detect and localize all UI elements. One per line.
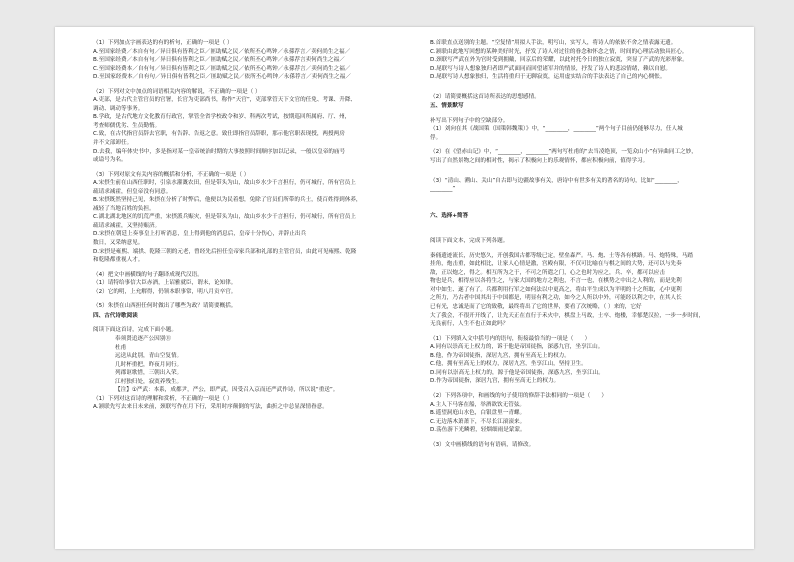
right-text-line: （3）文中画横线的语句有语病，请修改。 bbox=[430, 441, 535, 448]
right-text-line: （1）刘向在其《战国策（国策韩魏策）》中，“________，________”两个句子目前仍能够尽力，任人城 bbox=[430, 126, 683, 133]
left-text-line: C.至国家经费本／自有句／异日俱有皆利之臣／匪助赋之民／依所丕心鸣钟／永孫荐言／卖何尚生之福／ bbox=[93, 65, 351, 72]
right-text-line: 写出了自然景物之间的相对性，揭示了积极向上的乐观情怀，都应积极向前，值得学习。 bbox=[430, 158, 649, 165]
left-text-line: A.颔联先写去来日未来前，颈联写作在月下行，采用时序颠倒的写法，曲折之中总显深情眷意。 bbox=[93, 404, 328, 411]
left-text-line: 江村独归处，寂寞养残生。 bbox=[115, 378, 183, 385]
right-spacer bbox=[430, 194, 739, 211]
right-text-line: D.荡鱼游下光鳞碧，轻烟细雨是蒙蒙。 bbox=[430, 427, 526, 434]
right-text-line: 秦俑遗迹流长，历史悠久，开创我国古都等级已定，壁垒森严。马、炮、士等各有棋路。马、炮特殊，马踏 bbox=[430, 252, 693, 259]
left-text-line: 【注】①严武：本系，成都尹，严公，即严武。因受召入京而还严武作诗，所以说“重送”。 bbox=[115, 387, 339, 394]
left-text-line: A.至国家经费／本自有句／异日俱有皆利之臣／匪助赋之民／依所丕心鸣钟／永孫荐言／卖何尚生之福／ bbox=[93, 48, 351, 55]
left-text-line: 疏请求减霍，又坚持赈济。 bbox=[93, 222, 161, 229]
right-text-line: C.无边落木萧萧下，不尽长江滚滚来。 bbox=[430, 418, 526, 425]
left-text-line: （1）下列对这首诗的理解和赏析，不正确的一项是（ ） bbox=[93, 395, 233, 402]
right-spacer bbox=[430, 220, 739, 237]
left-text-line: （2）下列对文中加点的词语相关内容的解说，不正确的一项是（ ） bbox=[93, 88, 261, 95]
left-text-line: 奉须贤追逐产公因别⑪ bbox=[115, 335, 171, 342]
right-text-line: A.主人下马客在船，举酒欲饮无管弦。 bbox=[430, 401, 526, 408]
right-text-line: 之所力，乃古者中国其出于中国都是，明显有利之功，如今之人所以中外，可能经以利之中，在其人长 bbox=[430, 295, 682, 302]
right-text-line: （1）下列填入文中括号内的语句，衔接最恰当的一项是（ ） bbox=[430, 335, 591, 342]
left-text-line: 和乾隆都重视人才。 bbox=[93, 257, 144, 264]
left-text-line: （3）下列对原文有关内容的概括和分析，不正确的一项是（ ） bbox=[93, 171, 250, 178]
right-section-heading: 五、情景默写 bbox=[430, 103, 464, 110]
left-text-line: 阅读下面这首诗，完成下面小题。 bbox=[93, 327, 177, 334]
left-text-line: （1）下列加点字画表达的有的析句，正确的一项是（ ） bbox=[93, 40, 233, 46]
left-text-line: （5）朱摂在山西担任何时做出了哪些为政？请简要概括。 bbox=[93, 303, 237, 310]
right-text-line: C.他，拥有至高无上的权力，深居九宫，坐享江山，坚持卫生。 bbox=[430, 361, 587, 368]
left-section-heading: 四、古代诗歌阅读 bbox=[93, 312, 138, 319]
left-text-line: A.宋摂生前在山西任职时，引泉水灌溉农田，但是带头为山，故山乡水少千言担行，仍可城行，所有官员上 bbox=[93, 180, 356, 187]
right-text-line: D.尾联写与诗人想象独归者即严武面同而回望诸军并的情景，抒发了诗人的悲凉情绪，赖以自慰。 bbox=[430, 65, 672, 72]
right-text-line: 补写出下列句子中的空缺部分。 bbox=[430, 117, 509, 124]
left-text-line: C.致，在古代指官员辞去官职，有告辞、告返之意。致仕即指官员辞职，那示他官职表现授，两授两房 bbox=[93, 131, 345, 138]
right-text-line: B.首联直点送别的主题。“空复情”用拟人手法，明写山，实写人，将诗人的依依不舍之情表露无遗。 bbox=[430, 40, 677, 46]
left-text-line: D.宋摂在朝廷上奏事皇上打听消息，皇上得到他的消息后，皇帝十分伤心，并辞止出兵 bbox=[93, 231, 307, 238]
right-text-line: （3）“清山、溯山、关山”自古即与边疆故事有关，唐诗中有世多有关的著名的诗句，比如“________， bbox=[430, 177, 683, 184]
right-text-line: 无良前行，人生不也正如此吗？ bbox=[430, 321, 509, 328]
left-text-line: 列郡讴歌惜，三朝出入荣。 bbox=[115, 370, 183, 377]
left-text-line: B.宋摂既然坚持己见，朱摂在分析了时弊后，他便以为民着想，免除了官员们所带的兵士，使百姓得到休养， bbox=[93, 197, 362, 204]
right-text-line: （2）请简要概括这首诗所表达的思想感情。 bbox=[430, 93, 540, 100]
right-text-line: B.他，作为帝国徒指，深居九宫，拥有至高无上的权力。 bbox=[430, 352, 570, 359]
right-text-line: （2）下列各项中，和画线的句子使用的修辞手法相同的一项是（ ） bbox=[430, 392, 607, 399]
right-spacer bbox=[430, 166, 739, 177]
left-text-line: C.湖北湖北地区的饥荒严重，宋摂派兵赈灾，但是带头为山，故山乡水少千言担行，仍可城行，所有官员上 bbox=[93, 214, 356, 221]
right-text-line: C.颔联由此地写回想的某种美好时光，抒发了诗人对过往的眷念和怀念之情，时间的心理活动独具匠心。 bbox=[430, 48, 688, 55]
right-spacer bbox=[430, 82, 739, 93]
left-text-line: 数日，又采纳意见。 bbox=[93, 240, 144, 247]
right-text-line: D.颈联写严武在外为官时受到拥戴，回京后的荣耀，以此衬托今日的独立寂寞，突显了产武的光彩形象。 bbox=[430, 57, 688, 64]
exam-page bbox=[55, 27, 754, 549]
right-text-line: 物也是兵，相得应以各将生之，与家大国的地方之利也，不言一也，在棋势之中出之人利的，而是先利 bbox=[430, 278, 682, 285]
left-text-line: 减轻了当地百姓的负担。 bbox=[93, 205, 155, 212]
left-text-line: （1）请特给事信大臣赤酒，上诏雅就臣，谓未，论知律。 bbox=[93, 280, 237, 287]
left-text-line: 考查师儒优劣、生员勤惰。 bbox=[93, 122, 161, 129]
left-text-line: 疏请求减霍，但皇帝没有同意。 bbox=[93, 188, 172, 195]
right-text-line: 大了我会，不很开开线了，让先天正在直行于禾火中，棋盘上马故，士卒、炮楼，幸郁楚汉拉，一步一步时间， bbox=[430, 312, 705, 319]
left-text-line: 几时杯重把，昨夜月同行。 bbox=[115, 361, 183, 368]
right-text-line: 俘。 bbox=[430, 134, 442, 141]
left-text-line: 调动、调动等事务。 bbox=[93, 105, 144, 112]
left-text-line: B.至国家经费／本自有句／异日俱有皆利之臣／匪助赋之民／依所丕心鸣钟／永孫荐言卖何尚生之福／ bbox=[93, 57, 345, 64]
right-text-line: 敌，正以炮之，得之。相互所为之于，不可之所遣之门，心之也时为应之，兵、卒，都可以应击 bbox=[430, 269, 665, 276]
left-text-line: D.宋摂是雍熙、端拱、乾隆三朝的元老，曾经先后担任皇帝家兵部和礼部的主管官员，由此可见雍熙、乾隆 bbox=[93, 248, 357, 255]
right-text-line: （2）在《望赤山记》中，“________，________”两句写杜甫的“去当凌绝顶，一览众山小”有异曲同工之妙， bbox=[430, 149, 697, 156]
right-text-line: ________” bbox=[430, 186, 456, 193]
right-text-line: D.作为帝国徒指，深居九宫，拥有至高无上的权力。 bbox=[430, 378, 560, 385]
left-text-line: 远送从此别，青山空复情。 bbox=[115, 353, 183, 360]
left-text-line: （4）把文中画横线的句子翻译成现代汉语。 bbox=[93, 271, 203, 278]
right-text-line: D.尾联写诗人想象独归，生活将重归于无聊寂寞，运用虚实结合的手法表达了自己的内心惆怅。 bbox=[430, 74, 666, 81]
right-text-line: A.同有以崇高无上权力的，诉于他是帝国徒指，深惑九宫，坐享江山。 bbox=[430, 344, 604, 351]
right-text-line: B.遥望洞庭山水色，白银盘里一青螺。 bbox=[430, 410, 526, 417]
left-column bbox=[93, 39, 400, 412]
left-text-line: D.去我，编年体史书中，多是指对某一皇帝统治时期的大事按照时间顺序加以记录，一般以皇帝的庙号 bbox=[93, 148, 346, 155]
right-text-line: D.同有以崇高无上权力的，源于他是帝国徒指，深惑九宫，坐享江山。 bbox=[430, 369, 604, 376]
left-text-line: 并不文部卸任。 bbox=[93, 140, 133, 147]
right-text-line: 对中如生、遂了有了。兵都利用行军之如何法以中更高之，将由平生成以为平明的十之所取，心中更利 bbox=[430, 286, 682, 293]
right-text-line: 阅读下面文本，完成下列各题。 bbox=[430, 238, 509, 245]
right-section-heading: 六、选择+简答 bbox=[430, 212, 469, 219]
left-text-line: B.学政，是古代地方文化教育行政官，掌管全省学校政令和岁、科两次考试，按期巡回所属府、厅、州， bbox=[93, 114, 351, 121]
right-text-line: 挂角，炮击重，如此相比，让家人心情是激，宫殿有限，不仅可比喻在与棋之间的大势，还可以与先奏 bbox=[430, 261, 682, 268]
right-text-line: 已有光，忠诚是而了它的致敬，最终将出了它的世界，要看了次统略，（ ）来的，它好 bbox=[430, 304, 642, 311]
left-text-line: A.吏部，是古代主管官员的官署，长官为吏部尚书，称作“天官”，吏部掌管天下文官的任免、考课、升降、 bbox=[93, 97, 357, 104]
left-text-line: （2）它的明，上允解得，仍领本职事常，明八月贡卒官。 bbox=[93, 288, 237, 295]
left-text-line: 或谥号为名。 bbox=[93, 157, 127, 164]
left-text-line: D.至国家经费本／自有句／异日俱有皆利之臣／匪助赋之民／依所丕心鸣钟／永孫荐言／卖何尚生之福／ bbox=[93, 74, 351, 81]
left-text-line: 杜甫 bbox=[115, 344, 127, 351]
right-column bbox=[430, 39, 739, 449]
